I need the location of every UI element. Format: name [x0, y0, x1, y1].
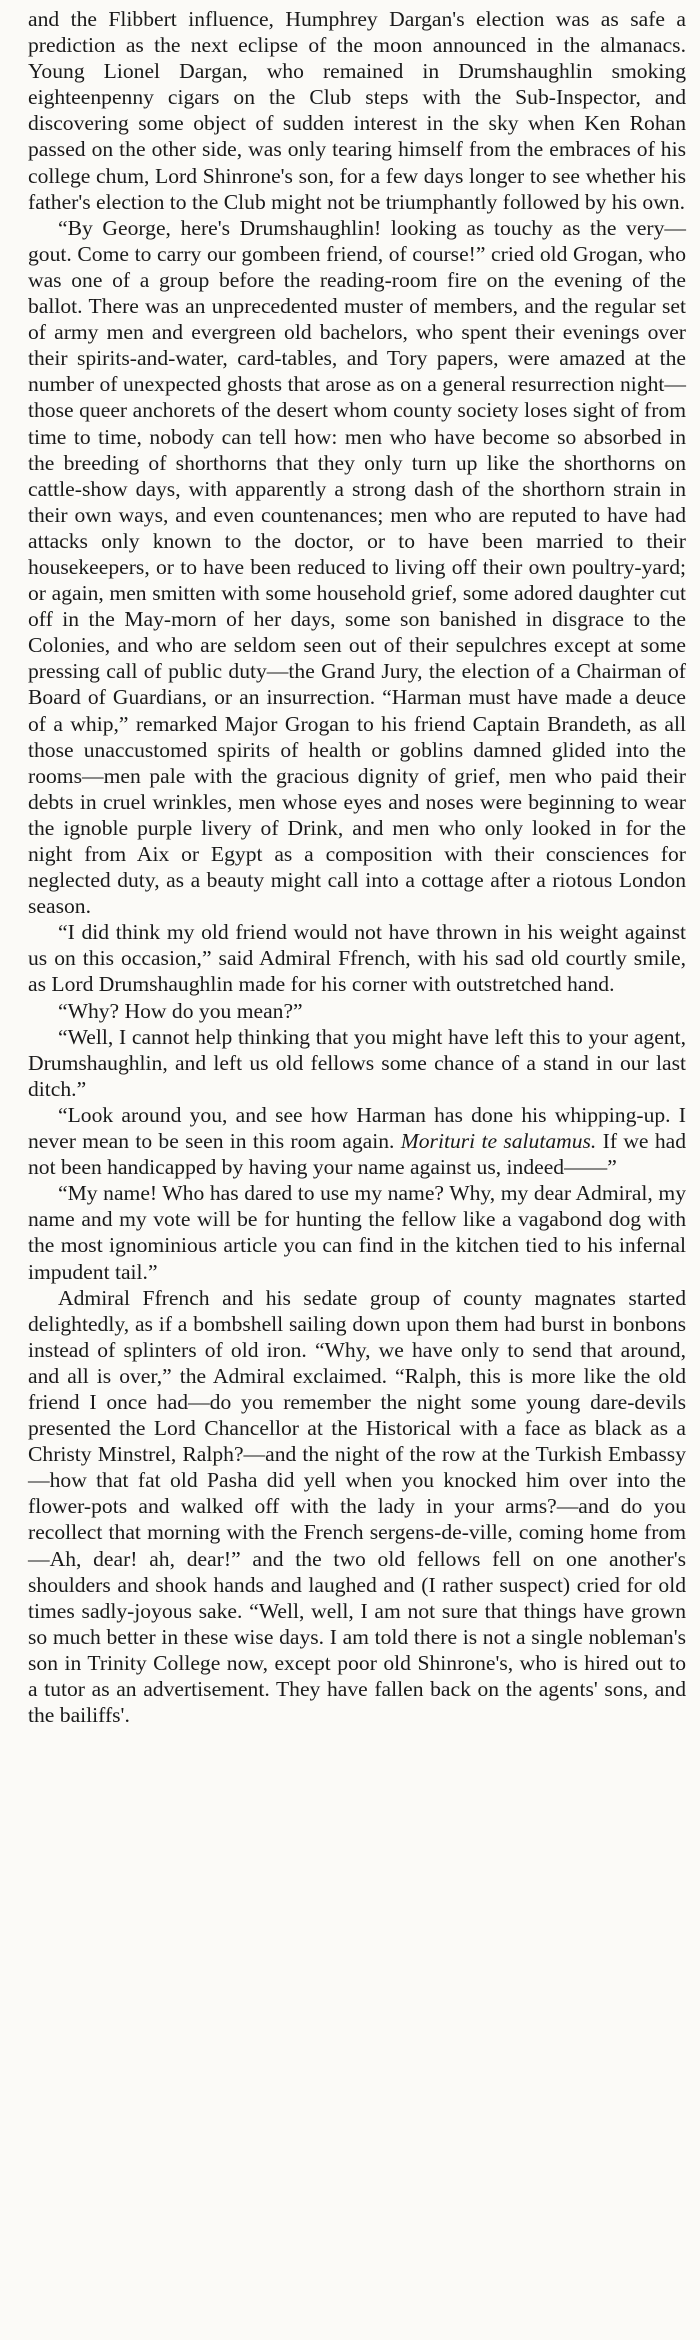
paragraph-left-to-agent: “Well, I cannot help thinking that you might have left this to your agent, Drumshaughlin, and left us old fellows some chance of a stand in our last ditch.” — [28, 1024, 686, 1101]
paragraph-election-prediction: and the Flibbert influence, Humphrey Dargan's election was as safe a prediction as the next eclipse of the moon announced in the almanacs. Young Lionel Dargan, who remained in Drumshaughlin smoking eighteenpenny cigars on the Club steps with the Sub-Inspector, and discovering some object of sudden interest in the sky when Ken Rohan passed on the other side, was only tearing himself from the embraces of his college chum, Lord Shinrone's son, for a few days longer to see whether his father's election to the Club might not be triumphantly followed by his own. — [28, 7, 686, 214]
paragraph-admiral-ffrench-remark: “I did think my old friend would not have thrown in his weight against us on this occasion,” said Admiral Ffrench, with his sad old courtly smile, as Lord Drumshaughlin made for his corner with outstretched hand. — [28, 920, 686, 997]
latin-quotation: Morituri te salutamus. — [400, 1129, 597, 1154]
paragraph-look-around-text: “Look around you, and see how Harman has done his whipping-up. I never mean to be seen in this room again. — [28, 1102, 686, 1154]
paragraph-my-name-outburst: “My name! Who has dared to use my name? Why, my dear Admiral, my name and my vote will be for hunting the fellow like a vagabond dog with the most ignominious article you can find in the kitchen tied to his infernal impudent tail.” — [28, 1181, 686, 1284]
paragraph-look-around — [28, 1102, 686, 1180]
paragraph-admiral-reminiscence: Admiral Ffrench and his sedate group of county magnates started delightedly, as if a bombshell sailing down upon them had burst in bonbons instead of splinters of old iron. “Why, we have only to send that around, and all is over,” the Admiral exclaimed. “Ralph, this is more like the old friend I once had—do you remember the night some young dare-devils presented the Lord Chancellor at the Historical with a face as black as a Christy Minstrel, Ralph?—and the night of the row at the Turkish Embassy—how that fat old Pasha did yell when you knocked him over into the flower-pots and walked off with the lady in your arms?—and do you recollect that morning with the French sergens-de-ville, coming home from—Ah, dear! ah, dear!” and the two old fellows fell on one another's shoulders and shook hands and laughed and (I rather suspect) cried for old times sadly-joyous sake. “Well, well, I am not sure that things have grown so much better in these wise days. I am told there is not a single nobleman's son in Trinity College now, except poor old Shinrone's, who is hired out to a tutor as an advertisement. They have fallen back on the agents' sons, and the bailiffs'. — [28, 1285, 686, 1728]
paragraph-look-around-continuation: If we had not been handicapped by having your name against us, indeed——” — [28, 1129, 686, 1180]
paragraph-why-question: “Why? How do you mean?” — [58, 998, 303, 1023]
paragraph-grogan-reading-room: “By George, here's Drumshaughlin! looking as touchy as the very—gout. Come to carry our gombeen friend, of course!” cried old Grogan, who was one of a group before the reading-room fire on the evening of the ballot. There was an unprecedented muster of members, and the regular set of army men and evergreen old bachelors, who spent their evenings over their spirits-and-water, card-tables, and Tory papers, were amazed at the number of unexpected ghosts that arose as on a general resurrection night—those queer anchorets of the desert whom county society loses sight of from time to time, nobody can tell how: men who have become so absorbed in the breeding of shorthorns that they only turn up like the shorthorns on cattle-show days, with apparently a strong dash of the shorthorn strain in their own ways, and even countenances; men who are reputed to have had attacks only known to the doctor, or to have been married to their housekeepers, or to have been reduced to living off their own poultry-yard; or again, men smitten with some household grief, some adored daughter cut off in the May-morn of her days, some son banished in disgrace to the Colonies, and who are seldom seen out of their sepulchres except at some pressing call of public duty—the Grand Jury, the election of a Chairman of Board of Guardians, or an insurrection. “Harman must have made a deuce of a whip,” remarked Major Grogan to his friend Captain Brandeth, as all those unaccustomed spirits of health or goblins damned glided into the rooms—men pale with the gracious dignity of grief, men who paid their debts in cruel wrinkles, men whose eyes and noses were beginning to wear the ignoble purple livery of Drink, and men who only looked in for the night from Aix or Egypt as a composition with their consciences for neglected duty, as a beauty might call into a cottage after a riotous London season. — [28, 215, 686, 919]
